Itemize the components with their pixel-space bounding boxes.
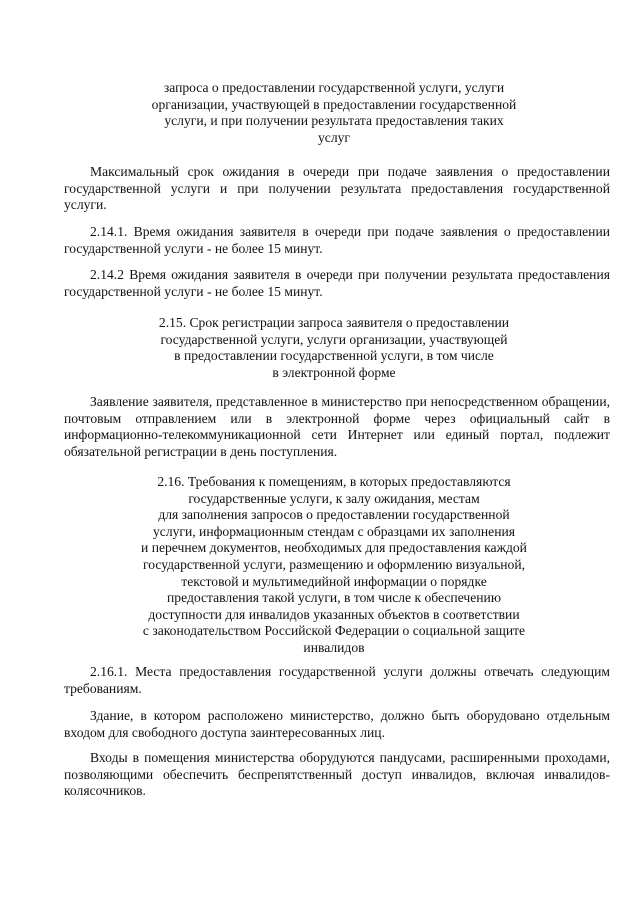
heading-line: услуги, информационным стендам с образцами их заполнения (152, 523, 516, 539)
paragraph-text: Максимальный срок ожидания в очереди при подаче заявления о предоставлении государственной услуги и при получении результата предоставления государственной услуги. (64, 164, 610, 213)
paragraph-text: Здание, в котором расположено министерство, должно быть оборудовано отдельным входом для свободного доступа заинтересованных лиц. (64, 708, 610, 740)
heading-line: государственной услуги, услуги организации, участвующей (160, 331, 508, 347)
paragraph-2-15-registration (64, 394, 610, 460)
paragraph-building-entrance (64, 708, 610, 741)
paragraph-2-14-2 (64, 267, 610, 300)
paragraph-2-14-1 (64, 224, 610, 257)
section-heading-2-15 (120, 315, 548, 381)
heading-line: услуг (318, 129, 350, 145)
paragraph-text: 2.14.2 Время ожидания заявителя в очереди при получении результата предоставления государственной услуги - не более 15 минут. (64, 267, 610, 299)
paragraph-2-16-1 (64, 664, 610, 697)
heading-line: с законодательством Российской Федерации о социальной защите (142, 623, 526, 639)
paragraph-max-wait-intro (64, 164, 610, 214)
heading-line: услуги, и при получении результата предоставления таких (164, 113, 504, 129)
heading-line: 2.15. Срок регистрации запроса заявителя о предоставлении (158, 315, 510, 330)
heading-line: доступности для инвалидов указанных объектов в соответствии (148, 606, 520, 622)
section-heading-2-16 (120, 474, 548, 657)
heading-line: и перечнем документов, необходимых для предоставления каждой (141, 540, 527, 556)
heading-line: государственной услуги, размещению и оформлению визуальной, (142, 556, 526, 572)
paragraph-text: Заявление заявителя, представленное в министерство при непосредственном обращении, почтовым отправлением или в электронной форме через официальный сайт в информационно-телекоммуникационной сети Интернет или единый портал, подлежит обязательной регистрации в день поступления. (64, 394, 610, 459)
heading-line: инвалидов (303, 639, 365, 655)
heading-line: в предоставлении государственной услуги, в том числе (174, 348, 494, 364)
heading-line: в электронной форме (272, 364, 396, 380)
heading-line: организации, участвующей в предоставлении государственной (151, 96, 517, 112)
heading-line: государственные услуги, к залу ожидания, местам (188, 490, 480, 506)
paragraph-text: 2.14.1. Время ожидания заявителя в очереди при подаче заявления о предоставлении государственной услуги - не более 15 минут. (64, 224, 610, 256)
heading-line: для заполнения запросов о предоставлении государственной (158, 507, 510, 523)
paragraph-ramps-access (64, 750, 610, 800)
heading-line: 2.16. Требования к помещениям, в которых предоставляются (157, 474, 511, 489)
paragraph-text: 2.16.1. Места предоставления государственной услуги должны отвечать следующим требованиям. (64, 664, 610, 696)
section-heading-continuation (120, 80, 548, 146)
heading-line: запроса о предоставлении государственной услуги, услуги (163, 80, 505, 95)
heading-line: текстовой и мультимедийной информации о порядке (181, 573, 487, 589)
heading-line: предоставления такой услуги, в том числе к обеспечению (167, 590, 501, 606)
paragraph-text: Входы в помещения министерства оборудуются пандусами, расширенными проходами, позволяющими обеспечить беспрепятственный доступ инвалидов, включая инвалидов-колясочников. (64, 750, 610, 799)
